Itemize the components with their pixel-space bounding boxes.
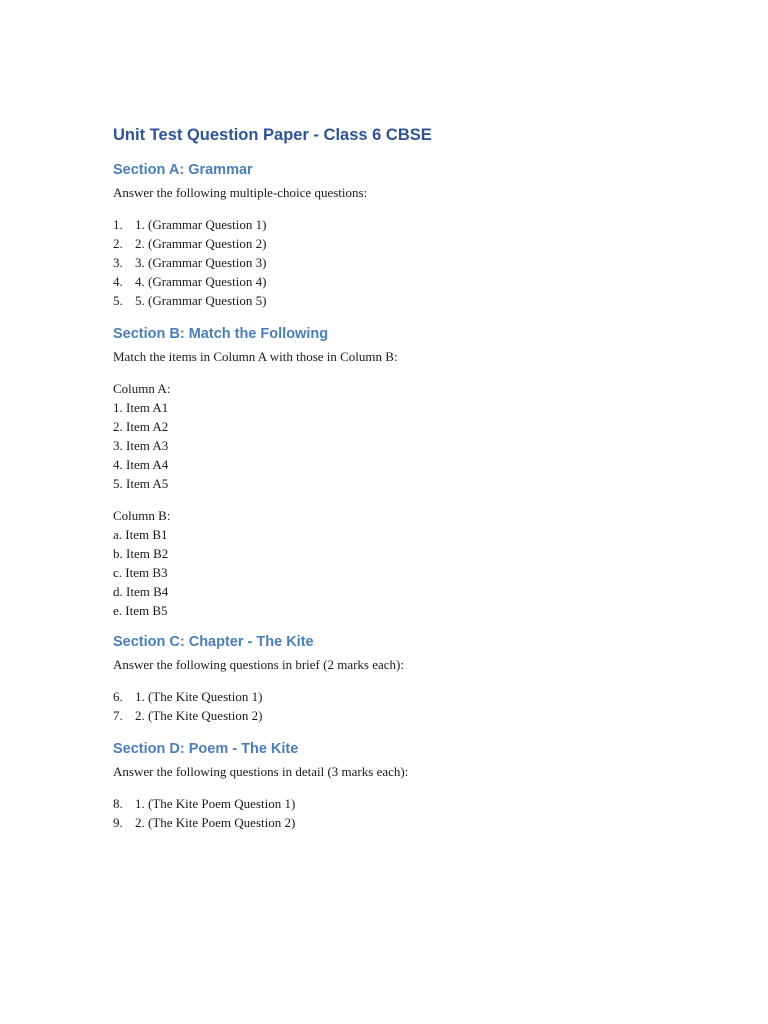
page-title: Unit Test Question Paper - Class 6 CBSE [113,126,432,144]
list-item: 2. Item A2 [113,419,169,434]
list-item [113,706,673,725]
list-item: 3. Item A3 [113,438,169,453]
column-a-label: Column A: [113,381,171,396]
list-item-text: 2. (Grammar Question 2) [135,236,267,251]
list-item-text: 2. (The Kite Question 2) [135,708,263,723]
list-item-text: 1. (The Kite Question 1) [135,689,263,704]
list-item: d. Item B4 [113,584,169,599]
list-item: e. Item B5 [113,603,168,618]
list-item [113,234,673,253]
list-item: 5. Item A5 [113,476,169,491]
list-item-number: 3. [113,255,123,270]
list-item [113,272,673,291]
list-item [113,253,673,272]
list-item-number: 7. [113,708,123,723]
section-a-heading: Section A: Grammar [113,162,253,178]
list-item [113,794,673,813]
column-b-label: Column B: [113,508,171,523]
list-item: c. Item B3 [113,565,168,580]
section-a-question-list [113,215,673,310]
section-d-heading: Section D: Poem - The Kite [113,741,299,757]
document-content [113,124,673,832]
list-item-number: 4. [113,274,123,289]
list-item-number: 9. [113,815,123,830]
list-item [113,813,673,832]
list-item-number: 5. [113,293,123,308]
section-c-instruction: Answer the following questions in brief (2 marks each): [113,657,404,672]
list-item-text: 1. (The Kite Poem Question 1) [135,796,296,811]
list-item-text: 1. (Grammar Question 1) [135,217,267,232]
section-b-instruction: Match the items in Column A with those in Column B: [113,349,398,364]
section-d-question-list [113,794,673,832]
list-item-number: 8. [113,796,123,811]
section-c-heading: Section C: Chapter - The Kite [113,634,314,650]
list-item-text: 4. (Grammar Question 4) [135,274,267,289]
column-a-list [113,379,673,493]
column-b-list [113,506,673,620]
list-item [113,215,673,234]
list-item: 4. Item A4 [113,457,169,472]
section-b-heading: Section B: Match the Following [113,326,329,342]
list-item: 1. Item A1 [113,400,169,415]
section-a-instruction: Answer the following multiple-choice questions: [113,185,368,200]
list-item-number: 2. [113,236,123,251]
list-item [113,687,673,706]
list-item-number: 1. [113,217,123,232]
list-item: a. Item B1 [113,527,168,542]
list-item-text: 5. (Grammar Question 5) [135,293,267,308]
section-c-question-list [113,687,673,725]
list-item: b. Item B2 [113,546,169,561]
list-item-text: 2. (The Kite Poem Question 2) [135,815,296,830]
list-item-text: 3. (Grammar Question 3) [135,255,267,270]
list-item [113,291,673,310]
list-item-number: 6. [113,689,123,704]
section-d-instruction: Answer the following questions in detail (3 marks each): [113,764,409,779]
